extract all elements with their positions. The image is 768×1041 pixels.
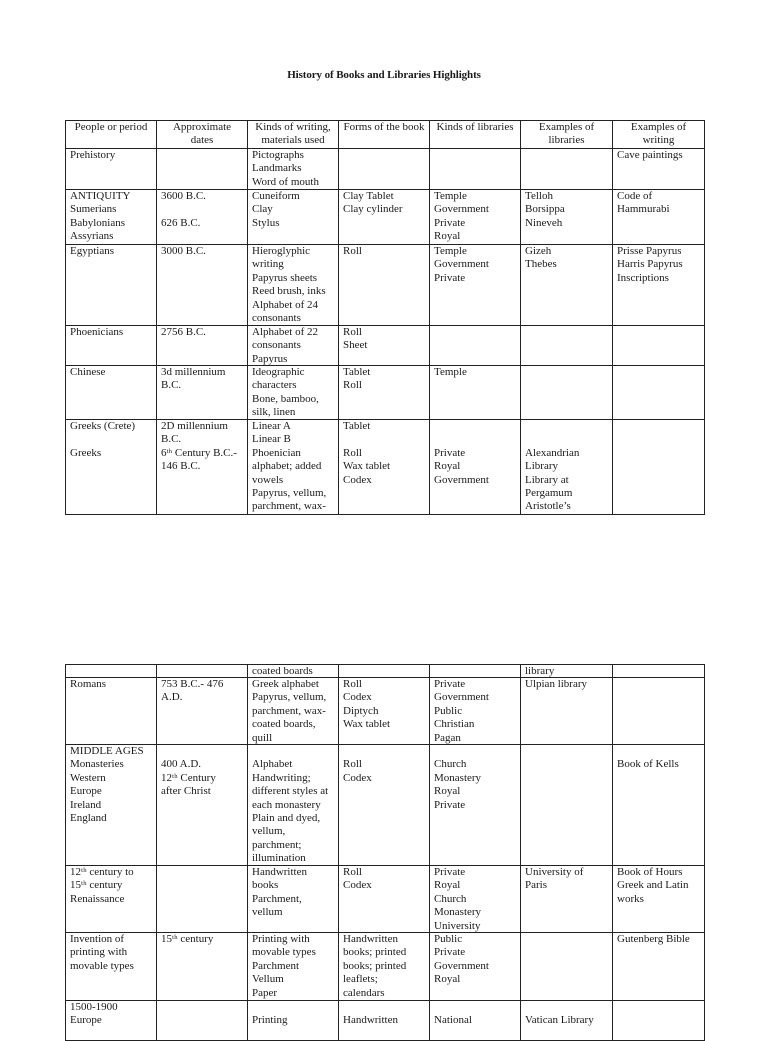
cell-people-or-period	[66, 866, 157, 933]
header-people-or-period: People or period	[66, 121, 157, 149]
cell-line: 12ᵗʰ Century	[161, 771, 216, 784]
cell-line: Parchment	[252, 959, 300, 972]
cell-people-or-period	[66, 326, 157, 366]
table-row	[66, 665, 705, 678]
cell-examples-of-libraries	[521, 190, 613, 245]
cell-kinds-of-libraries	[430, 190, 521, 245]
cell-line: books; printed	[343, 946, 407, 959]
cell-examples-of-writing	[613, 745, 705, 866]
history-table-part-2	[65, 664, 705, 1041]
cell-examples-of-libraries	[521, 245, 613, 326]
cell-approximate-dates	[157, 420, 248, 515]
cell-line: vowels	[252, 473, 284, 486]
cell-line: Codex	[343, 879, 372, 892]
cell-kinds-of-writing	[248, 665, 339, 678]
cell-line: B.C.	[161, 379, 182, 392]
cell-kinds-of-writing	[248, 678, 339, 745]
table-row	[66, 678, 705, 745]
cell-line: Stylus	[252, 216, 280, 229]
cell-line: Prisse Papyrus	[617, 245, 682, 257]
cell-line: Handwritten	[343, 1014, 398, 1027]
cell-people-or-period	[66, 190, 157, 245]
cell-line: calendars	[343, 986, 385, 999]
cell-approximate-dates	[157, 366, 248, 420]
cell-line: Pagan	[434, 731, 461, 744]
cell-people-or-period	[66, 420, 157, 515]
cell-line: Reed brush, inks	[252, 285, 326, 298]
cell-line: Babylonians	[70, 216, 125, 229]
cell-kinds-of-libraries	[430, 665, 521, 678]
cell-line: Sheet	[343, 339, 368, 352]
cell-kinds-of-libraries	[430, 933, 521, 1001]
cell-line: ANTIQUITY	[70, 190, 131, 202]
cell-kinds-of-writing	[248, 1001, 339, 1041]
cell-examples-of-writing	[613, 665, 705, 678]
cell-forms-of-the-book	[339, 326, 430, 366]
cell-examples-of-writing	[613, 933, 705, 1001]
cell-kinds-of-libraries	[430, 245, 521, 326]
cell-line: Borsippa	[525, 203, 565, 216]
cell-line: Alphabet of 22	[252, 326, 318, 338]
cell-line: Aristotle’s	[525, 500, 571, 513]
cell-line: vellum,	[252, 825, 286, 838]
cell-line: Harris Papyrus	[617, 258, 683, 271]
cell-line: Invention of	[70, 933, 125, 945]
cell-line: Diptych	[343, 704, 379, 717]
cell-line: University of	[525, 866, 584, 878]
cell-line: Linear A	[252, 420, 291, 432]
cell-line: Church	[434, 892, 467, 905]
cell-line: library	[525, 665, 555, 677]
cell-line: A.D.	[161, 691, 183, 704]
cell-line: Private	[434, 446, 466, 459]
cell-line: Code of	[617, 190, 653, 202]
cell-line: Monastery	[434, 906, 482, 919]
cell-line: Nineveh	[525, 216, 563, 229]
cell-examples-of-libraries	[521, 149, 613, 190]
cell-examples-of-libraries	[521, 866, 613, 933]
cell-line: Royal	[434, 785, 461, 798]
cell-kinds-of-writing	[248, 190, 339, 245]
cell-line: Europe	[70, 785, 102, 798]
cell-line: Vatican Library	[525, 1014, 594, 1027]
cell-line: Cuneiform	[252, 190, 300, 202]
cell-line: Hammurabi	[617, 203, 670, 216]
cell-line: Linear B	[252, 433, 291, 446]
cell-line: Paris	[525, 879, 547, 892]
cell-line: Landmarks	[252, 162, 302, 175]
cell-line: Greeks	[70, 446, 102, 459]
cell-line: Temple	[434, 190, 467, 202]
cell-examples-of-libraries	[521, 933, 613, 1001]
cell-people-or-period	[66, 745, 157, 866]
cell-examples-of-libraries	[521, 420, 613, 515]
cell-kinds-of-libraries	[430, 326, 521, 366]
cell-line: Ulpian library	[525, 678, 588, 690]
cell-line: Roll	[343, 446, 362, 459]
cell-line: Alphabet of 24	[252, 298, 318, 311]
cell-line: Royal	[434, 230, 461, 243]
table-row	[66, 866, 705, 933]
cell-line: Greeks (Crete)	[70, 420, 136, 432]
cell-kinds-of-libraries	[430, 866, 521, 933]
cell-line: 3000 B.C.	[161, 245, 206, 257]
cell-line: Public	[434, 933, 463, 945]
cell-line: Government	[434, 691, 489, 704]
cell-line: Gizeh	[525, 245, 552, 257]
cell-line: printing with	[70, 946, 128, 959]
table-row	[66, 420, 705, 515]
cell-line: Monasteries	[70, 758, 124, 771]
cell-line: Vellum	[252, 973, 284, 986]
cell-line	[525, 420, 608, 433]
cell-line: Papyrus	[252, 352, 288, 365]
cell-line: Gutenberg Bible	[617, 933, 690, 945]
cell-line	[343, 433, 425, 446]
header-kinds-of-libraries: Kinds of libraries	[430, 121, 521, 149]
cell-line: Codex	[343, 771, 372, 784]
cell-line: writing	[252, 258, 284, 271]
cell-line: Western	[70, 771, 106, 784]
cell-line: 753 B.C.- 476	[161, 678, 224, 690]
cell-line	[525, 1001, 608, 1014]
cell-line: Monastery	[434, 771, 482, 784]
cell-line: Clay cylinder	[343, 203, 403, 216]
cell-kinds-of-libraries	[430, 366, 521, 420]
cell-line: Papyrus, vellum,	[252, 691, 327, 704]
cell-line: works	[617, 892, 644, 905]
cell-line: 2D millennium	[161, 420, 228, 432]
cell-kinds-of-writing	[248, 933, 339, 1001]
cell-line	[434, 420, 516, 433]
cell-approximate-dates	[157, 866, 248, 933]
cell-forms-of-the-book	[339, 678, 430, 745]
cell-line: books	[252, 879, 279, 892]
cell-kinds-of-libraries	[430, 678, 521, 745]
cell-forms-of-the-book	[339, 933, 430, 1001]
cell-line: Ireland	[70, 798, 102, 811]
cell-line: Royal	[434, 460, 461, 473]
cell-line: Tablet	[343, 420, 371, 432]
cell-kinds-of-writing	[248, 149, 339, 190]
cell-line: Egyptians	[70, 245, 114, 257]
cell-forms-of-the-book	[339, 420, 430, 515]
cell-line: 6ᵗʰ Century B.C.-	[161, 446, 237, 459]
cell-line: Paper	[252, 986, 278, 999]
cell-line: illumination	[252, 852, 306, 865]
cell-people-or-period	[66, 366, 157, 420]
cell-line: Clay Tablet	[343, 190, 394, 202]
cell-line: Government	[434, 258, 489, 271]
cell-line: Roll	[343, 379, 362, 392]
cell-line: Phoenician	[252, 446, 301, 459]
cell-line: silk, linen	[252, 406, 296, 419]
history-table-part-1	[65, 120, 705, 515]
cell-line: Codex	[343, 691, 372, 704]
cell-line	[252, 745, 334, 758]
cell-approximate-dates	[157, 245, 248, 326]
cell-people-or-period	[66, 245, 157, 326]
cell-line: Greek and Latin	[617, 879, 689, 892]
cell-line: Pergamum	[525, 487, 573, 500]
cell-line: Prehistory	[70, 149, 116, 161]
cell-line: Alexandrian	[525, 446, 580, 459]
cell-people-or-period	[66, 678, 157, 745]
cell-line: Plain and dyed,	[252, 812, 321, 825]
cell-examples-of-writing	[613, 245, 705, 326]
cell-line: Tablet	[343, 366, 371, 378]
header-kinds-of-writing: Kinds of writing, materials used	[248, 121, 339, 149]
cell-line: Word of mouth	[252, 175, 319, 188]
cell-line: Private	[434, 866, 466, 878]
cell-kinds-of-writing	[248, 745, 339, 866]
cell-line: Inscriptions	[617, 271, 669, 284]
cell-examples-of-libraries	[521, 745, 613, 866]
cell-forms-of-the-book	[339, 149, 430, 190]
cell-line: B.C.	[161, 433, 182, 446]
cell-line: Private	[434, 798, 466, 811]
cell-approximate-dates	[157, 933, 248, 1001]
cell-people-or-period	[66, 665, 157, 678]
cell-line: Church	[434, 758, 467, 771]
cell-line: Pictographs	[252, 149, 304, 161]
cell-line: 2756 B.C.	[161, 326, 206, 338]
cell-line: movable types	[252, 946, 316, 959]
cell-line: Book of Kells	[617, 758, 679, 771]
cell-line: Royal	[434, 973, 461, 986]
cell-line: alphabet; added	[252, 460, 322, 473]
cell-approximate-dates	[157, 149, 248, 190]
cell-line: Thebes	[525, 258, 557, 271]
cell-line: coated boards	[252, 665, 313, 677]
cell-line: Private	[434, 271, 466, 284]
cell-examples-of-libraries	[521, 665, 613, 678]
header-approximate-dates: Approximate dates	[157, 121, 248, 149]
cell-line: characters	[252, 379, 297, 392]
cell-line: 12ᵗʰ century to	[70, 866, 134, 878]
cell-line: Papyrus, vellum,	[252, 487, 327, 500]
cell-line: Codex	[343, 473, 372, 486]
cell-forms-of-the-book	[339, 745, 430, 866]
cell-line: Library	[525, 460, 558, 473]
header-examples-of-libraries: Examples of libraries	[521, 121, 613, 149]
cell-people-or-period	[66, 149, 157, 190]
cell-approximate-dates	[157, 678, 248, 745]
cell-examples-of-writing	[613, 326, 705, 366]
cell-line: 15ᵗʰ century	[70, 879, 123, 892]
cell-line: Telloh	[525, 190, 553, 202]
cell-forms-of-the-book	[339, 866, 430, 933]
cell-line: 626 B.C.	[161, 216, 201, 229]
cell-line: Temple	[434, 245, 467, 257]
cell-kinds-of-writing	[248, 420, 339, 515]
cell-line: Government	[434, 203, 489, 216]
cell-line: Wax tablet	[343, 718, 391, 731]
cell-line: 400 A.D.	[161, 758, 202, 771]
cell-line: Handwritten	[252, 866, 307, 878]
cell-line: Government	[434, 959, 489, 972]
cell-line: quill	[252, 731, 273, 744]
cell-line: different styles at	[252, 785, 329, 798]
cell-line: Chinese	[70, 366, 106, 378]
cell-line: Wax tablet	[343, 460, 391, 473]
cell-kinds-of-libraries	[430, 420, 521, 515]
cell-forms-of-the-book	[339, 366, 430, 420]
cell-line: University	[434, 919, 481, 932]
cell-line: Private	[434, 678, 466, 690]
cell-line: Temple	[434, 366, 467, 378]
cell-examples-of-libraries	[521, 326, 613, 366]
cell-line: parchment;	[252, 838, 302, 851]
cell-approximate-dates	[157, 326, 248, 366]
table-row	[66, 245, 705, 326]
cell-line: Ideographic	[252, 366, 305, 378]
cell-line: England	[70, 812, 107, 825]
cell-line: each monastery	[252, 798, 321, 811]
cell-line: Roll	[343, 758, 362, 771]
cell-line: Library at	[525, 473, 569, 486]
cell-line: Public	[434, 704, 463, 717]
cell-examples-of-writing	[613, 366, 705, 420]
cell-forms-of-the-book	[339, 665, 430, 678]
cell-people-or-period	[66, 1001, 157, 1041]
cell-line	[343, 1001, 425, 1014]
cell-line: Roll	[343, 678, 362, 690]
cell-line: Government	[434, 473, 489, 486]
cell-forms-of-the-book	[339, 1001, 430, 1041]
cell-line	[434, 433, 516, 446]
cell-line	[252, 1001, 334, 1014]
cell-kinds-of-libraries	[430, 149, 521, 190]
cell-line: Roll	[343, 326, 362, 338]
cell-line: Roll	[343, 866, 362, 878]
table-row	[66, 326, 705, 366]
cell-line: 146 B.C.	[161, 460, 201, 473]
cell-line: consonants	[252, 312, 301, 325]
cell-line: Roll	[343, 245, 362, 257]
cell-examples-of-writing	[613, 678, 705, 745]
cell-line: movable types	[70, 959, 134, 972]
cell-examples-of-libraries	[521, 1001, 613, 1041]
cell-line: Phoenicians	[70, 326, 124, 338]
document-title: History of Books and Libraries Highlights	[287, 69, 481, 81]
cell-approximate-dates	[157, 190, 248, 245]
cell-line: Greek alphabet	[252, 678, 319, 690]
cell-approximate-dates	[157, 1001, 248, 1041]
cell-line: 15ᵗʰ century	[161, 933, 214, 945]
cell-kinds-of-libraries	[430, 1001, 521, 1041]
cell-line: Hieroglyphic	[252, 245, 311, 257]
cell-examples-of-writing	[613, 1001, 705, 1041]
cell-examples-of-writing	[613, 190, 705, 245]
cell-line: 3600 B.C.	[161, 190, 206, 202]
cell-line	[525, 433, 608, 446]
cell-line: Europe	[70, 1014, 102, 1027]
cell-line: Royal	[434, 879, 461, 892]
cell-line: Bone, bamboo,	[252, 392, 319, 405]
cell-kinds-of-writing	[248, 366, 339, 420]
cell-line: Cave paintings	[617, 149, 683, 161]
cell-line: Printing	[252, 1014, 288, 1027]
cell-line: MIDDLE AGES	[70, 745, 144, 757]
cell-approximate-dates	[157, 665, 248, 678]
cell-line: Private	[434, 216, 466, 229]
cell-line: Alphabet	[252, 758, 293, 771]
cell-line: Assyrians	[70, 230, 114, 243]
cell-line: Clay	[252, 203, 273, 216]
table-row	[66, 190, 705, 245]
cell-people-or-period	[66, 933, 157, 1001]
cell-line	[434, 745, 516, 758]
cell-line: after Christ	[161, 785, 211, 798]
table-header-row	[66, 121, 705, 149]
cell-line: Book of Hours	[617, 866, 683, 878]
cell-line: parchment, wax-	[252, 704, 326, 717]
cell-line: 1500-1900	[70, 1001, 118, 1013]
cell-line	[617, 745, 700, 758]
cell-line: Renaissance	[70, 892, 125, 905]
table-row	[66, 1001, 705, 1041]
cell-line: Christian	[434, 718, 475, 731]
cell-line	[161, 745, 243, 758]
cell-line: Handwriting;	[252, 771, 311, 784]
cell-kinds-of-libraries	[430, 745, 521, 866]
cell-line: vellum	[252, 906, 283, 919]
cell-kinds-of-writing	[248, 866, 339, 933]
cell-line: Parchment,	[252, 892, 302, 905]
cell-line: books; printed	[343, 959, 407, 972]
header-examples-of-writing: Examples of writing	[613, 121, 705, 149]
cell-examples-of-writing	[613, 866, 705, 933]
cell-examples-of-libraries	[521, 678, 613, 745]
cell-line: Papyrus sheets	[252, 271, 318, 284]
cell-line: Handwritten	[343, 933, 398, 945]
cell-approximate-dates	[157, 745, 248, 866]
table-row	[66, 745, 705, 866]
cell-line	[70, 433, 152, 446]
cell-line	[343, 745, 425, 758]
cell-line: Sumerians	[70, 203, 117, 216]
header-forms-of-the-book: Forms of the book	[339, 121, 430, 149]
cell-examples-of-writing	[613, 149, 705, 190]
cell-line: National	[434, 1014, 472, 1027]
cell-examples-of-libraries	[521, 366, 613, 420]
cell-line: leaflets;	[343, 973, 378, 986]
table-row	[66, 933, 705, 1001]
cell-line: parchment, wax-	[252, 500, 326, 513]
cell-forms-of-the-book	[339, 190, 430, 245]
cell-line: Romans	[70, 678, 107, 690]
cell-line: Printing with	[252, 933, 310, 945]
cell-line	[434, 1001, 516, 1014]
cell-line: consonants	[252, 339, 301, 352]
cell-kinds-of-writing	[248, 326, 339, 366]
cell-line: Private	[434, 946, 466, 959]
cell-forms-of-the-book	[339, 245, 430, 326]
cell-line	[161, 203, 243, 216]
cell-kinds-of-writing	[248, 245, 339, 326]
cell-examples-of-writing	[613, 420, 705, 515]
table-row	[66, 149, 705, 190]
table-row	[66, 366, 705, 420]
cell-line: 3d millennium	[161, 366, 226, 378]
cell-line: coated boards,	[252, 718, 316, 731]
